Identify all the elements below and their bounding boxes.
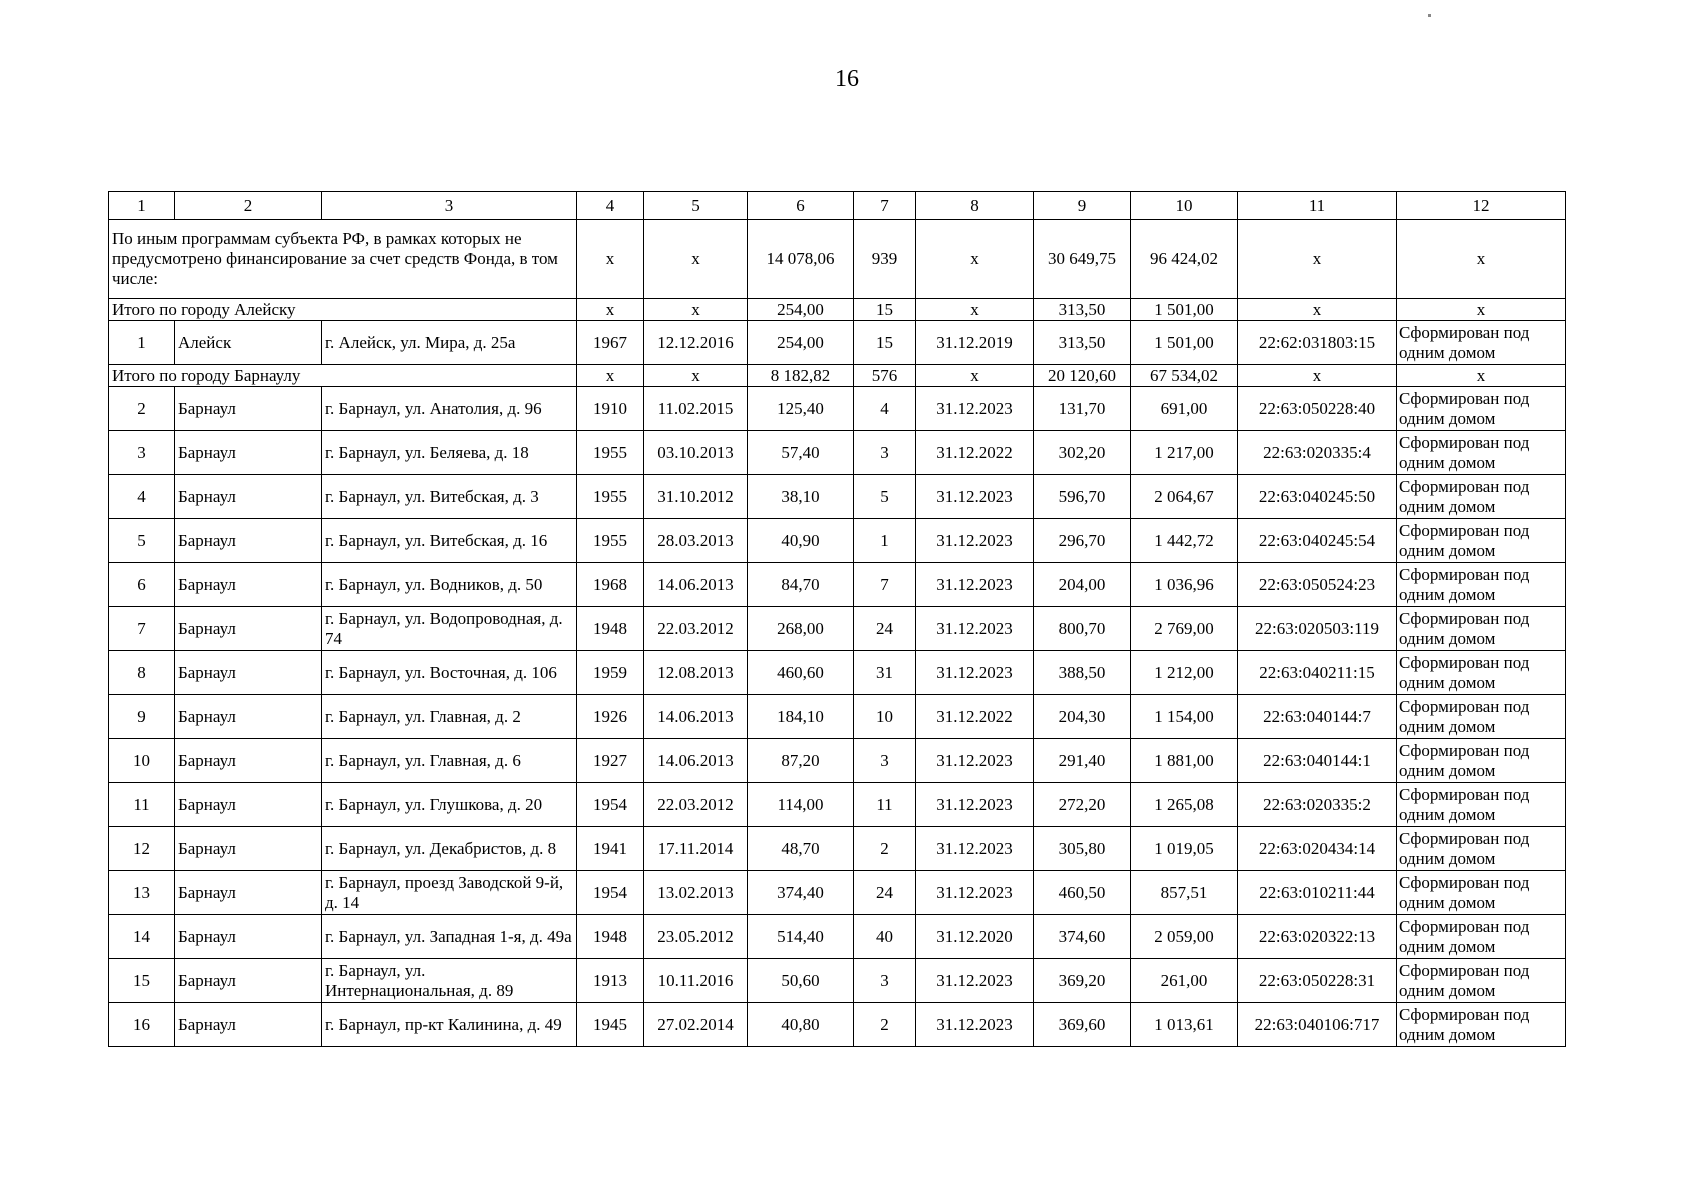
residents-cell: 7	[854, 563, 916, 607]
city-cell: Барнаул	[175, 563, 322, 607]
row-number: 11	[109, 783, 175, 827]
total-cell-c8: х	[916, 365, 1034, 387]
residents-cell: 1	[854, 519, 916, 563]
total-cell-c7: 15	[854, 299, 916, 321]
deadline-cell: 31.12.2019	[916, 321, 1034, 365]
residents-cell: 3	[854, 959, 916, 1003]
cost-cell: 1 217,00	[1131, 431, 1238, 475]
total-cell-c9: 30 649,75	[1034, 220, 1131, 299]
table-row	[109, 431, 1566, 475]
column-number: 5	[644, 192, 748, 220]
housing-register-table	[108, 191, 1566, 1047]
deadline-cell: 31.12.2023	[916, 783, 1034, 827]
date-cell: 14.06.2013	[644, 695, 748, 739]
year-cell: 1910	[577, 387, 644, 431]
address-cell: г. Алейск, ул. Мира, д. 25а	[322, 321, 577, 365]
total-cell-c10: 96 424,02	[1131, 220, 1238, 299]
city-cell: Барнаул	[175, 519, 322, 563]
cadastre-cell: 22:63:020503:119	[1238, 607, 1397, 651]
area-total-cell: 204,30	[1034, 695, 1131, 739]
deadline-cell: 31.12.2022	[916, 431, 1034, 475]
address-cell: г. Барнаул, ул. Анатолия, д. 96	[322, 387, 577, 431]
city-cell: Барнаул	[175, 431, 322, 475]
total-cell-c12: х	[1397, 299, 1566, 321]
area-cell: 50,60	[748, 959, 854, 1003]
area-total-cell: 800,70	[1034, 607, 1131, 651]
total-cell-c11: х	[1238, 220, 1397, 299]
residents-cell: 4	[854, 387, 916, 431]
residents-cell: 10	[854, 695, 916, 739]
address-cell: г. Барнаул, пр-кт Калинина, д. 49	[322, 1003, 577, 1047]
residents-cell: 11	[854, 783, 916, 827]
city-cell: Барнаул	[175, 915, 322, 959]
area-cell: 268,00	[748, 607, 854, 651]
date-cell: 31.10.2012	[644, 475, 748, 519]
area-cell: 48,70	[748, 827, 854, 871]
city-cell: Барнаул	[175, 1003, 322, 1047]
area-total-cell: 305,80	[1034, 827, 1131, 871]
column-number: 8	[916, 192, 1034, 220]
status-cell: Сформирован под одним домом	[1397, 695, 1566, 739]
deadline-cell: 31.12.2022	[916, 695, 1034, 739]
page-number: 16	[835, 66, 859, 92]
row-number: 12	[109, 827, 175, 871]
year-cell: 1926	[577, 695, 644, 739]
status-cell: Сформирован под одним домом	[1397, 321, 1566, 365]
deadline-cell: 31.12.2023	[916, 739, 1034, 783]
address-cell: г. Барнаул, ул. Витебская, д. 16	[322, 519, 577, 563]
cost-cell: 1 881,00	[1131, 739, 1238, 783]
deadline-cell: 31.12.2023	[916, 651, 1034, 695]
area-cell: 57,40	[748, 431, 854, 475]
table-row	[109, 651, 1566, 695]
status-cell: Сформирован под одним домом	[1397, 519, 1566, 563]
residents-cell: 40	[854, 915, 916, 959]
cadastre-cell: 22:63:040144:1	[1238, 739, 1397, 783]
city-cell: Барнаул	[175, 695, 322, 739]
table-row	[109, 563, 1566, 607]
total-cell-c12: х	[1397, 365, 1566, 387]
date-cell: 13.02.2013	[644, 871, 748, 915]
cost-cell: 857,51	[1131, 871, 1238, 915]
status-cell: Сформирован под одним домом	[1397, 563, 1566, 607]
residents-cell: 3	[854, 739, 916, 783]
cadastre-cell: 22:63:010211:44	[1238, 871, 1397, 915]
group-total-row	[109, 220, 1566, 299]
status-cell: Сформирован под одним домом	[1397, 827, 1566, 871]
date-cell: 22.03.2012	[644, 607, 748, 651]
total-cell-c11: х	[1238, 299, 1397, 321]
area-cell: 514,40	[748, 915, 854, 959]
cost-cell: 1 036,96	[1131, 563, 1238, 607]
deadline-cell: 31.12.2023	[916, 475, 1034, 519]
cadastre-cell: 22:63:040245:54	[1238, 519, 1397, 563]
city-cell: Барнаул	[175, 475, 322, 519]
deadline-cell: 31.12.2023	[916, 607, 1034, 651]
total-cell-c5: х	[644, 299, 748, 321]
total-label: Итого по городу Барнаулу	[109, 365, 577, 387]
row-number: 16	[109, 1003, 175, 1047]
column-number: 4	[577, 192, 644, 220]
year-cell: 1913	[577, 959, 644, 1003]
total-cell-c4: х	[577, 220, 644, 299]
row-number: 10	[109, 739, 175, 783]
total-cell-c9: 20 120,60	[1034, 365, 1131, 387]
status-cell: Сформирован под одним домом	[1397, 651, 1566, 695]
total-cell-c5: х	[644, 365, 748, 387]
status-cell: Сформирован под одним домом	[1397, 739, 1566, 783]
total-cell-c5: х	[644, 220, 748, 299]
area-cell: 40,80	[748, 1003, 854, 1047]
date-cell: 28.03.2013	[644, 519, 748, 563]
city-total-row-aleysk	[109, 299, 1566, 321]
status-cell: Сформирован под одним домом	[1397, 475, 1566, 519]
area-total-cell: 460,50	[1034, 871, 1131, 915]
deadline-cell: 31.12.2023	[916, 1003, 1034, 1047]
address-cell: г. Барнаул, ул. Глушкова, д. 20	[322, 783, 577, 827]
total-cell-c7: 939	[854, 220, 916, 299]
year-cell: 1948	[577, 915, 644, 959]
total-cell-c4: х	[577, 365, 644, 387]
cost-cell: 1 442,72	[1131, 519, 1238, 563]
year-cell: 1955	[577, 519, 644, 563]
cost-cell: 691,00	[1131, 387, 1238, 431]
column-number: 9	[1034, 192, 1131, 220]
deadline-cell: 31.12.2023	[916, 959, 1034, 1003]
city-total-row-barnaul	[109, 365, 1566, 387]
cost-cell: 2 059,00	[1131, 915, 1238, 959]
status-cell: Сформирован под одним домом	[1397, 1003, 1566, 1047]
cost-cell: 1 212,00	[1131, 651, 1238, 695]
table-row	[109, 871, 1566, 915]
total-cell-c9: 313,50	[1034, 299, 1131, 321]
total-label: По иным программам субъекта РФ, в рамках которых не предусмотрено финансирование за счет средств Фонда, в том числе:	[109, 220, 577, 299]
area-total-cell: 291,40	[1034, 739, 1131, 783]
address-cell: г. Барнаул, ул. Главная, д. 2	[322, 695, 577, 739]
cadastre-cell: 22:63:020335:4	[1238, 431, 1397, 475]
status-cell: Сформирован под одним домом	[1397, 871, 1566, 915]
total-cell-c8: х	[916, 299, 1034, 321]
row-number: 7	[109, 607, 175, 651]
row-number: 9	[109, 695, 175, 739]
area-cell: 460,60	[748, 651, 854, 695]
table-row	[109, 783, 1566, 827]
address-cell: г. Барнаул, ул. Витебская, д. 3	[322, 475, 577, 519]
cost-cell: 1 013,61	[1131, 1003, 1238, 1047]
cadastre-cell: 22:63:050228:31	[1238, 959, 1397, 1003]
area-cell: 254,00	[748, 321, 854, 365]
status-cell: Сформирован под одним домом	[1397, 607, 1566, 651]
total-cell-c11: х	[1238, 365, 1397, 387]
residents-cell: 31	[854, 651, 916, 695]
row-number: 15	[109, 959, 175, 1003]
cost-cell: 1 019,05	[1131, 827, 1238, 871]
cadastre-cell: 22:63:040245:50	[1238, 475, 1397, 519]
row-number: 2	[109, 387, 175, 431]
area-total-cell: 388,50	[1034, 651, 1131, 695]
city-cell: Барнаул	[175, 651, 322, 695]
cadastre-cell: 22:63:040144:7	[1238, 695, 1397, 739]
deadline-cell: 31.12.2023	[916, 563, 1034, 607]
residents-cell: 2	[854, 827, 916, 871]
year-cell: 1955	[577, 431, 644, 475]
address-cell: г. Барнаул, ул. Интернациональная, д. 89	[322, 959, 577, 1003]
corner-dot	[1428, 14, 1431, 17]
year-cell: 1941	[577, 827, 644, 871]
area-cell: 38,10	[748, 475, 854, 519]
residents-cell: 5	[854, 475, 916, 519]
column-number: 1	[109, 192, 175, 220]
cost-cell: 1 154,00	[1131, 695, 1238, 739]
date-cell: 03.10.2013	[644, 431, 748, 475]
total-cell-c12: х	[1397, 220, 1566, 299]
area-cell: 114,00	[748, 783, 854, 827]
area-total-cell: 272,20	[1034, 783, 1131, 827]
address-cell: г. Барнаул, ул. Восточная, д. 106	[322, 651, 577, 695]
year-cell: 1927	[577, 739, 644, 783]
date-cell: 10.11.2016	[644, 959, 748, 1003]
column-number: 6	[748, 192, 854, 220]
cost-cell: 2 064,67	[1131, 475, 1238, 519]
row-number: 3	[109, 431, 175, 475]
city-cell: Барнаул	[175, 607, 322, 651]
date-cell: 17.11.2014	[644, 827, 748, 871]
area-total-cell: 302,20	[1034, 431, 1131, 475]
residents-cell: 24	[854, 871, 916, 915]
area-cell: 184,10	[748, 695, 854, 739]
address-cell: г. Барнаул, ул. Западная 1-я, д. 49а	[322, 915, 577, 959]
table-row	[109, 475, 1566, 519]
area-total-cell: 369,20	[1034, 959, 1131, 1003]
cadastre-cell: 22:63:020322:13	[1238, 915, 1397, 959]
status-cell: Сформирован под одним домом	[1397, 387, 1566, 431]
year-cell: 1959	[577, 651, 644, 695]
total-cell-c6: 254,00	[748, 299, 854, 321]
area-total-cell: 296,70	[1034, 519, 1131, 563]
date-cell: 14.06.2013	[644, 739, 748, 783]
deadline-cell: 31.12.2023	[916, 871, 1034, 915]
column-number: 10	[1131, 192, 1238, 220]
deadline-cell: 31.12.2023	[916, 387, 1034, 431]
area-cell: 40,90	[748, 519, 854, 563]
city-cell: Барнаул	[175, 739, 322, 783]
row-number: 6	[109, 563, 175, 607]
address-cell: г. Барнаул, ул. Главная, д. 6	[322, 739, 577, 783]
column-number: 12	[1397, 192, 1566, 220]
row-number: 8	[109, 651, 175, 695]
row-number: 1	[109, 321, 175, 365]
table-row	[109, 959, 1566, 1003]
total-cell-c6: 14 078,06	[748, 220, 854, 299]
column-number: 11	[1238, 192, 1397, 220]
area-total-cell: 131,70	[1034, 387, 1131, 431]
year-cell: 1948	[577, 607, 644, 651]
total-cell-c4: х	[577, 299, 644, 321]
area-total-cell: 204,00	[1034, 563, 1131, 607]
area-cell: 87,20	[748, 739, 854, 783]
table-row	[109, 827, 1566, 871]
city-cell: Барнаул	[175, 871, 322, 915]
row-number: 14	[109, 915, 175, 959]
table-row	[109, 607, 1566, 651]
cadastre-cell: 22:62:031803:15	[1238, 321, 1397, 365]
date-cell: 14.06.2013	[644, 563, 748, 607]
city-cell: Барнаул	[175, 827, 322, 871]
address-cell: г. Барнаул, проезд Заводской 9-й, д. 14	[322, 871, 577, 915]
year-cell: 1955	[577, 475, 644, 519]
area-total-cell: 313,50	[1034, 321, 1131, 365]
date-cell: 11.02.2015	[644, 387, 748, 431]
deadline-cell: 31.12.2023	[916, 519, 1034, 563]
table-row	[109, 695, 1566, 739]
city-cell: Барнаул	[175, 387, 322, 431]
cadastre-cell: 22:63:050524:23	[1238, 563, 1397, 607]
column-number: 2	[175, 192, 322, 220]
date-cell: 27.02.2014	[644, 1003, 748, 1047]
residents-cell: 3	[854, 431, 916, 475]
area-total-cell: 374,60	[1034, 915, 1131, 959]
total-cell-c10: 67 534,02	[1131, 365, 1238, 387]
year-cell: 1954	[577, 871, 644, 915]
table-row	[109, 1003, 1566, 1047]
residents-cell: 24	[854, 607, 916, 651]
status-cell: Сформирован под одним домом	[1397, 783, 1566, 827]
address-cell: г. Барнаул, ул. Декабристов, д. 8	[322, 827, 577, 871]
cost-cell: 1 501,00	[1131, 321, 1238, 365]
status-cell: Сформирован под одним домом	[1397, 915, 1566, 959]
table-row	[109, 321, 1566, 365]
cadastre-cell: 22:63:040211:15	[1238, 651, 1397, 695]
cadastre-cell: 22:63:020434:14	[1238, 827, 1397, 871]
area-total-cell: 369,60	[1034, 1003, 1131, 1047]
date-cell: 23.05.2012	[644, 915, 748, 959]
cadastre-cell: 22:63:040106:717	[1238, 1003, 1397, 1047]
deadline-cell: 31.12.2020	[916, 915, 1034, 959]
total-label: Итого по городу Алейску	[109, 299, 577, 321]
column-number: 3	[322, 192, 577, 220]
table-body	[109, 192, 1566, 1047]
year-cell: 1967	[577, 321, 644, 365]
status-cell: Сформирован под одним домом	[1397, 959, 1566, 1003]
table-row	[109, 739, 1566, 783]
table-row	[109, 387, 1566, 431]
year-cell: 1968	[577, 563, 644, 607]
cost-cell: 1 265,08	[1131, 783, 1238, 827]
city-cell: Алейск	[175, 321, 322, 365]
year-cell: 1945	[577, 1003, 644, 1047]
area-cell: 84,70	[748, 563, 854, 607]
date-cell: 12.08.2013	[644, 651, 748, 695]
address-cell: г. Барнаул, ул. Водников, д. 50	[322, 563, 577, 607]
city-cell: Барнаул	[175, 959, 322, 1003]
row-number: 5	[109, 519, 175, 563]
total-cell-c6: 8 182,82	[748, 365, 854, 387]
date-cell: 12.12.2016	[644, 321, 748, 365]
cost-cell: 2 769,00	[1131, 607, 1238, 651]
area-cell: 125,40	[748, 387, 854, 431]
area-total-cell: 596,70	[1034, 475, 1131, 519]
cadastre-cell: 22:63:050228:40	[1238, 387, 1397, 431]
total-cell-c10: 1 501,00	[1131, 299, 1238, 321]
row-number: 4	[109, 475, 175, 519]
table-row	[109, 915, 1566, 959]
column-number: 7	[854, 192, 916, 220]
cost-cell: 261,00	[1131, 959, 1238, 1003]
area-cell: 374,40	[748, 871, 854, 915]
date-cell: 22.03.2012	[644, 783, 748, 827]
total-cell-c8: х	[916, 220, 1034, 299]
residents-cell: 2	[854, 1003, 916, 1047]
total-cell-c7: 576	[854, 365, 916, 387]
year-cell: 1954	[577, 783, 644, 827]
address-cell: г. Барнаул, ул. Водопроводная, д. 74	[322, 607, 577, 651]
column-numbers-row	[109, 192, 1566, 220]
deadline-cell: 31.12.2023	[916, 827, 1034, 871]
city-cell: Барнаул	[175, 783, 322, 827]
table-row	[109, 519, 1566, 563]
residents-cell: 15	[854, 321, 916, 365]
cadastre-cell: 22:63:020335:2	[1238, 783, 1397, 827]
row-number: 13	[109, 871, 175, 915]
address-cell: г. Барнаул, ул. Беляева, д. 18	[322, 431, 577, 475]
status-cell: Сформирован под одним домом	[1397, 431, 1566, 475]
